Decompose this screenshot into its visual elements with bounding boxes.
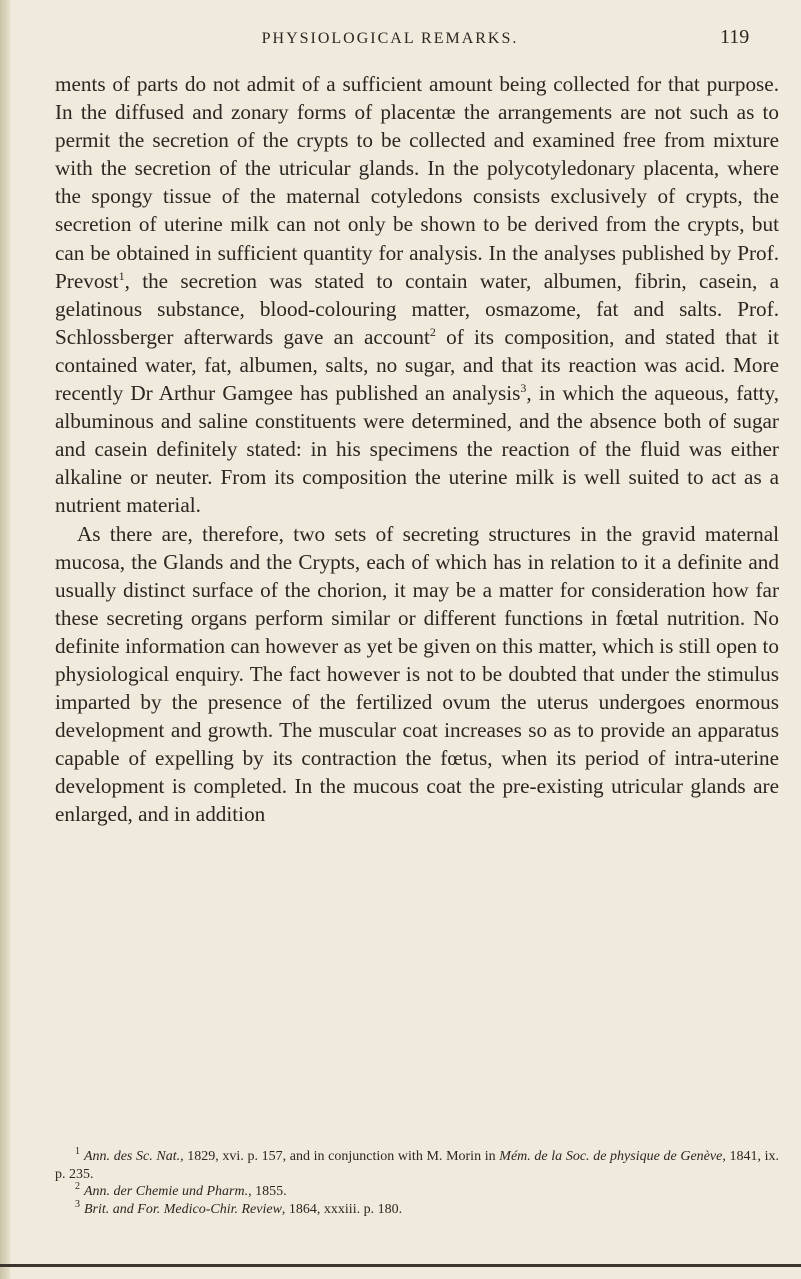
page-edge xyxy=(0,0,10,1279)
footnote-ref-3: 3 xyxy=(520,380,527,395)
footnote-ref-2: 2 xyxy=(429,324,436,339)
page-header xyxy=(0,26,801,56)
running-title: PHYSIOLOGICAL REMARKS. xyxy=(261,30,519,47)
footnote-3: $^3$ Brit. and For. Medico-Chir. Review, 1864, xxxiii. p. 180. xyxy=(75,1198,403,1217)
footnotes xyxy=(55,1148,779,1218)
footnote-ref-1: 1 xyxy=(118,268,125,283)
page-number: 119 xyxy=(720,26,750,48)
body-text xyxy=(55,70,779,829)
paragraph-1: ments of parts do not admit of a sufficient amount being collected for that purpose. In the diffused and zonary forms of placentæ the arrangements are not such as to permit the secretion of the crypts to be collected and examined free from mixture with the secretion of the utricular glands. In the polycotyledonary placenta, where the spongy tissue of the maternal cotyledons consists exclusively of crypts, the secretion of uterine milk can not only be shown to be derived from the crypts, but can be obtained in sufficient quantity for analysis. In the analyses published by Prof. Prevost$^1$, the secretion was stated to contain water, albumen, fibrin, casein, a gelatinous substance, blood-colouring matter, osmazome, fat and salts. Prof. Schlossberger afterwards gave an account$^2$ of its composition, and stated that it contained water, fat, albumen, salts, no sugar, and that its reaction was acid. More recently Dr Arthur Gamgee has published an analysis$^3$, in which the aqueous, fatty, albuminous and saline constituents were determined, and the absence both of sugar and casein definitely stated: in his specimens the reaction of the fluid was either alkaline or neuter. From its composition the uterine milk is well suited to act as a nutrient material. xyxy=(55,72,780,518)
paragraph-2: As there are, therefore, two sets of secreting structures in the gravid maternal mucosa, the Glands and the Crypts, each of which has in relation to it a definite and usually distinct surface of the chorion, it may be a matter for consideration how far these secreting organs perform similar or different functions in fœtal nutrition. No definite information can however as yet be given on this matter, which is still open to physiological enquiry. The fact however is not to be doubted that under the stimulus imparted by the presence of the fertilized ovum the uterus undergoes enormous development and growth. The muscular coat increases so as to provide an apparatus capable of expelling by its contraction the fœtus, when its period of intra-uterine development is completed. In the mucous coat the pre-existing utricular glands are enlarged, and in addition xyxy=(55,521,779,827)
footnote-1: $^1$ Ann. des Sc. Nat., 1829, xvi. p. 157, and in conjunction with M. Morin in Mém. de la Soc. de physique de Genève, 1841, ix. p. 235. xyxy=(55,1146,780,1182)
footnote-2: $^2$ Ann. der Chemie und Pharm., 1855. xyxy=(75,1181,287,1199)
bottom-rule xyxy=(0,1264,801,1267)
